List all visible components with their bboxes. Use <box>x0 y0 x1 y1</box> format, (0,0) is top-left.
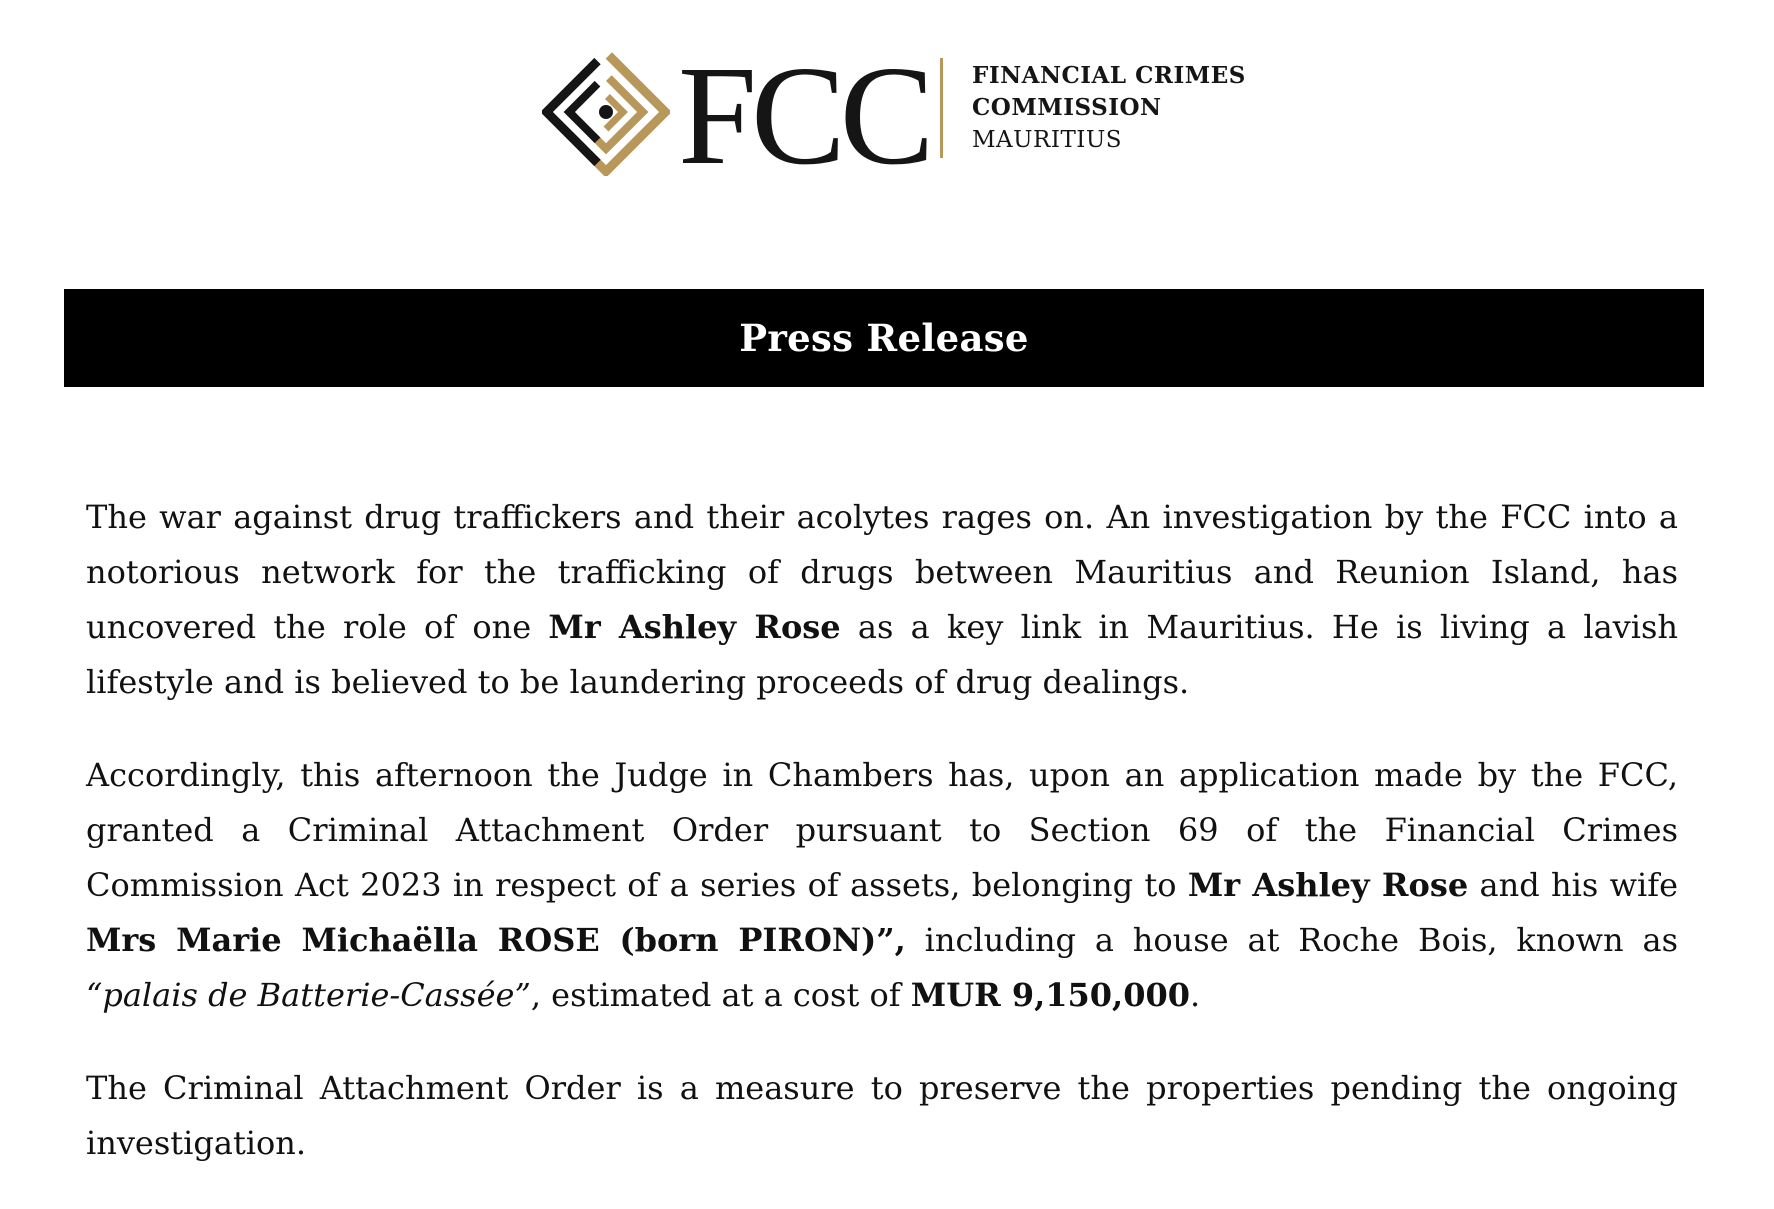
title-banner <box>64 289 1704 387</box>
paragraph-2-text: . <box>1189 976 1201 1014</box>
logo-divider <box>940 58 943 158</box>
paragraph-3 <box>86 1061 1678 1171</box>
logo-wordmark: FCC <box>678 36 929 194</box>
press-release-body <box>86 490 1678 1209</box>
org-name-line-3: MAURITIUS <box>972 127 1123 153</box>
paragraph-1-text: as a key link in Mauritius. He is living a lavish lifestyle and is believed to be laundering proceeds of drug dealings. <box>86 608 1679 701</box>
property-name: “palais de Batterie-Cassée” <box>86 976 531 1014</box>
org-name-line-1: FINANCIAL CRIMES <box>972 62 1246 89</box>
person-name: Mrs Marie Michaëlla ROSE (born PIRON)”, <box>86 921 906 959</box>
paragraph-2-text: Accordingly, this afternoon the Judge in Chambers has, upon an application made by the FCC, granted a Criminal Attachment Order pursuant to Section 69 of the Financial Crimes Commission Act 2023 in respect of a series of assets, belonging to <box>86 756 1678 904</box>
asset-value: MUR 9,150,000 <box>910 976 1190 1014</box>
person-name: Mr Ashley Rose <box>548 608 841 646</box>
person-name: Mr Ashley Rose <box>1187 866 1469 904</box>
organization-name <box>972 60 1246 156</box>
page-title: Press Release <box>739 316 1029 360</box>
paragraph-1-text: The war against drug traffickers and their acolytes rages on. An investigation by the FCC into a notorious network for the trafficking of drugs between Mauritius and Reunion Island, has uncovered the role of one <box>86 498 1678 646</box>
paragraph-3-text: The Criminal Attachment Order is a measure to preserve the properties pending the ongoing investigation. <box>86 1069 1678 1162</box>
paragraph-1 <box>86 490 1678 710</box>
diamond-maze-eye-icon <box>542 48 670 176</box>
paragraph-2-text: including a house at Roche Bois, known as <box>905 921 1679 959</box>
org-name-line-2: COMMISSION <box>972 94 1162 121</box>
paragraph-2-text: and his wife <box>1468 866 1679 904</box>
paragraph-2 <box>86 748 1678 1023</box>
paragraph-2-text: , estimated at a cost of <box>530 976 911 1014</box>
header <box>0 36 1774 194</box>
